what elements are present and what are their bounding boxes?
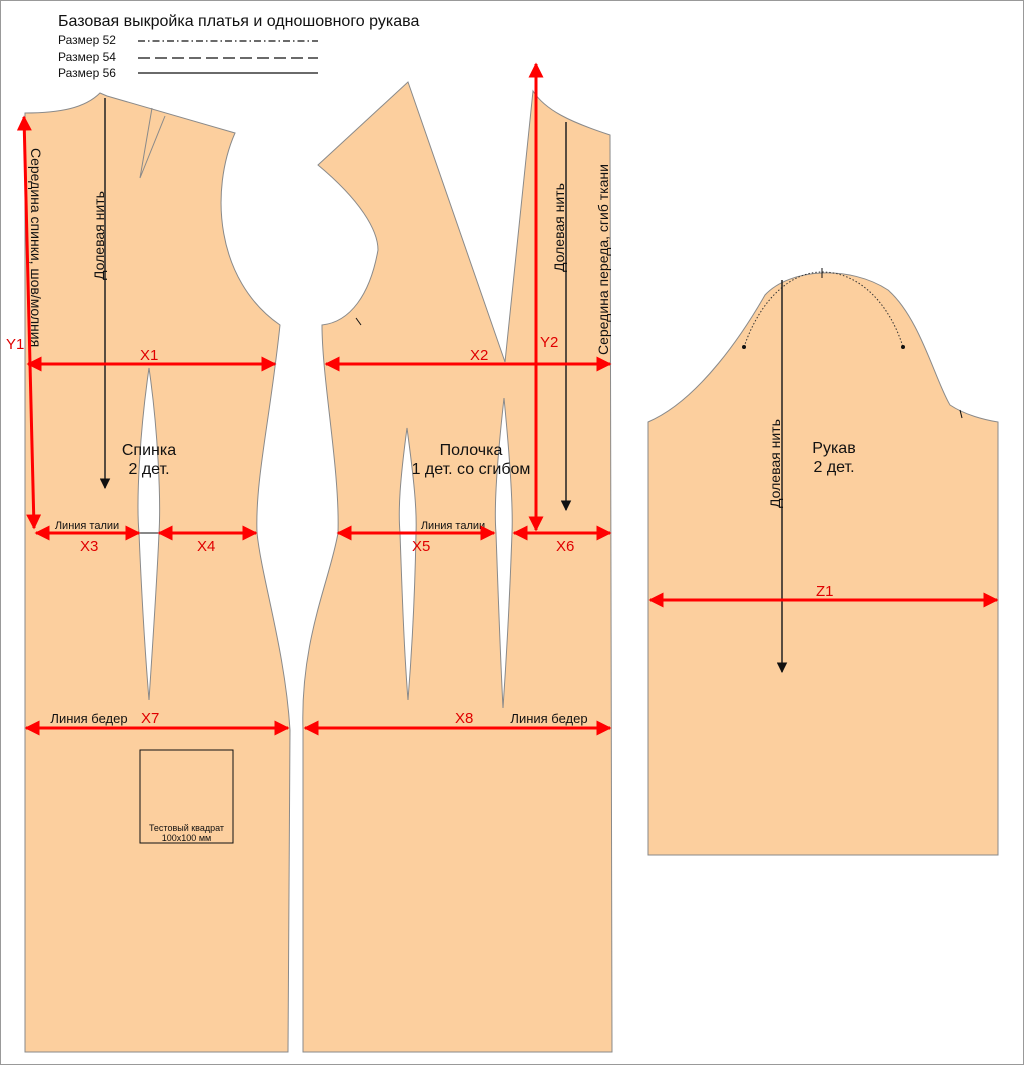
- measure-z1-label: Z1: [816, 583, 834, 600]
- back-center-label: Середина спинки, шов/молния: [28, 148, 44, 348]
- sleeve-grain-label: Долевая нить: [767, 419, 783, 508]
- measure-x7-label: X7: [141, 710, 160, 727]
- measure-y2-label: Y2: [540, 334, 559, 351]
- pattern-title: Базовая выкройка платья и одношовного рукава: [58, 13, 420, 30]
- back-count: 2 дет.: [128, 461, 170, 478]
- back-name: Спинка: [121, 442, 177, 459]
- test-square-size: 100x100 мм: [161, 833, 212, 843]
- measure-x8-label: X8: [455, 710, 474, 727]
- measure-x5-label: X5: [412, 538, 431, 555]
- back-hip-line-label: Линия бедер: [50, 711, 128, 726]
- sleeve-count: 2 дет.: [813, 459, 855, 476]
- front-grain-label: Долевая нить: [551, 183, 567, 272]
- measure-x3-label: X3: [80, 538, 99, 555]
- back-grain-label: Долевая нить: [91, 191, 107, 280]
- legend-label-54: Размер 54: [58, 50, 116, 64]
- front-waist-line-label: Линия талии: [420, 520, 486, 532]
- measure-x2-label: X2: [470, 347, 489, 364]
- measure-y1-label: Y1: [6, 336, 25, 353]
- front-name: Полочка: [439, 442, 503, 459]
- measure-x1-label: X1: [140, 347, 159, 364]
- back-piece[interactable]: [25, 93, 290, 1052]
- sleeve-name: Рукав: [812, 440, 856, 457]
- measure-x6-label: X6: [556, 538, 575, 555]
- legend-label-52: Размер 52: [58, 33, 116, 47]
- legend-label-56: Размер 56: [58, 66, 116, 80]
- front-count: 1 дет. со сгибом: [411, 461, 531, 478]
- front-center-label: Середина переда, сгиб ткани: [595, 164, 611, 355]
- sleeve-cap-point-right: [901, 345, 905, 349]
- back-waist-line-label: Линия талии: [54, 520, 120, 532]
- test-square-title: Тестовый квадрат: [148, 823, 225, 833]
- sleeve-piece[interactable]: [648, 273, 998, 855]
- sleeve-cap-point-left: [742, 345, 746, 349]
- measure-x4-label: X4: [197, 538, 216, 555]
- front-hip-line-label: Линия бедер: [510, 711, 588, 726]
